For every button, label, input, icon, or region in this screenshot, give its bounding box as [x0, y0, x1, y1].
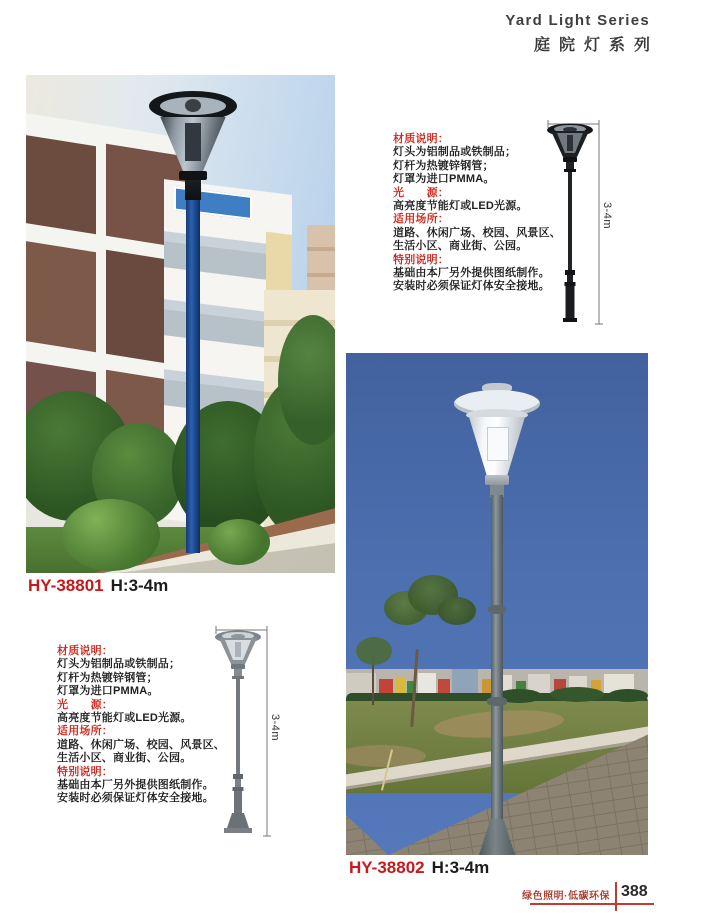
lamp-core — [487, 427, 509, 461]
spec-line: 灯头为铝制品或铁制品； — [393, 146, 517, 159]
spec-heading-source: 光 源： — [393, 186, 449, 199]
spec-line: 灯罩为进口PMMA。 — [57, 685, 159, 698]
caption-hy-38801 — [28, 576, 168, 596]
series-title-cn: 庭院灯系列 — [533, 37, 659, 54]
pole-segment — [489, 611, 505, 699]
lamp-collar — [179, 171, 207, 180]
spec-line: 道路、休闲广场、校园、风景区、 — [393, 226, 561, 239]
spec-line: 安装时必须保证灯体安全接地。 — [393, 280, 550, 293]
bush — [608, 689, 648, 702]
lamp-core-top — [185, 99, 201, 112]
caption-hy-38802 — [349, 858, 489, 878]
spec-line: 安装时必须保证灯体安全接地。 — [57, 792, 214, 805]
spec-line: 基础由本厂另外提供图纸制作。 — [393, 267, 550, 280]
spec-line: 高亮度节能灯或LED光源。 — [393, 200, 528, 213]
spec-line: 高亮度节能灯或LED光源。 — [57, 712, 192, 725]
model-number: HY-38801 — [28, 576, 104, 595]
spec-heading-usage: 适用场所： — [393, 213, 449, 226]
tree-foliage — [438, 597, 476, 625]
model-number: HY-38802 — [349, 858, 425, 877]
spec-heading-special: 特别说明： — [393, 253, 449, 266]
spec-heading-material: 材质说明： — [57, 645, 113, 657]
spec-heading-special: 特别说明： — [57, 765, 113, 778]
spec-heading-source: 光 源： — [57, 698, 113, 711]
tree-foliage — [356, 637, 392, 665]
page-number: 388 — [621, 883, 648, 900]
footer-slogan: 绿色照明·低碳环保 — [522, 891, 610, 902]
spec-heading-usage: 适用场所： — [57, 725, 113, 738]
photo-hy-38801 — [26, 75, 335, 573]
lamp-neck — [185, 180, 201, 200]
shrub — [208, 519, 270, 565]
photo-hy-38802 — [346, 353, 648, 855]
pole-ring — [487, 697, 507, 706]
series-title-en: Yard Light Series — [505, 12, 650, 29]
spec-line: 灯杆为热镀锌钢管； — [57, 671, 158, 684]
dimension-label-2: 3-4m — [269, 714, 281, 742]
spec-line: 灯杆为热镀锌钢管； — [393, 159, 494, 172]
facade-panel — [26, 239, 96, 352]
spec-line: 生活小区、商业街、公园。 — [57, 752, 192, 765]
lamp-drawing-dark — [547, 124, 593, 323]
lamp-core — [185, 123, 201, 161]
footer-underline — [530, 903, 654, 905]
spec-line: 基础由本厂另外提供图纸制作。 — [57, 779, 214, 792]
height-spec: H:3-4m — [110, 576, 169, 595]
spec-heading-material: 材质说明： — [393, 133, 449, 145]
spec-line: 灯头为铝制品或铁制品； — [57, 658, 181, 671]
page-footer — [522, 881, 654, 915]
facade-panel — [26, 133, 96, 234]
spec-line: 道路、休闲广场、校园、风景区、 — [57, 738, 225, 751]
lamp-pole-blue — [186, 199, 200, 553]
bush — [550, 687, 604, 702]
height-spec: H:3-4m — [431, 858, 490, 877]
lamp-collar — [485, 475, 509, 485]
page-header — [505, 12, 659, 55]
dimension-label-1: 3-4m — [601, 202, 613, 230]
footer-divider-line — [615, 882, 617, 911]
spec-line: 生活小区、商业街、公园。 — [393, 240, 528, 253]
spec-line: 灯罩为进口PMMA。 — [393, 173, 495, 186]
lamp-drawing-light — [215, 631, 261, 834]
shrub — [62, 499, 160, 571]
